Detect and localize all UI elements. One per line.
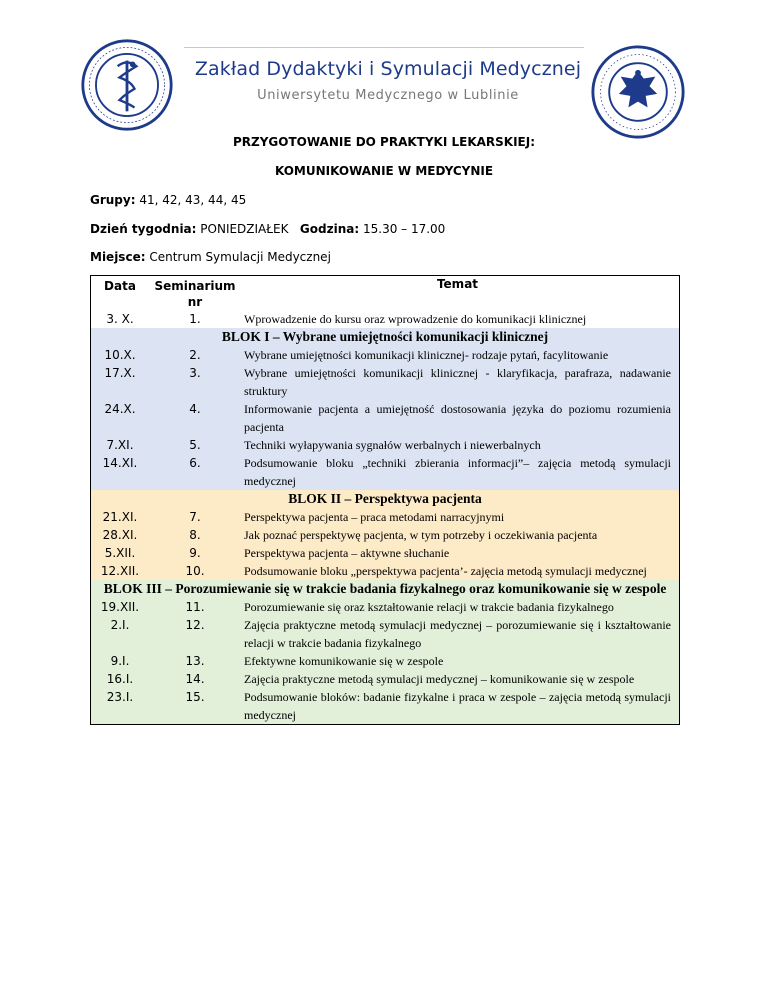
row-date: 24.X. [91,400,150,436]
groups-label: Grupy: [90,193,136,207]
groups-line [90,193,246,207]
row-nr: 7. [149,508,241,526]
row-nr: 10. [149,562,241,580]
row-topic: Podsumowanie bloków: badanie fizykalne i praca w zespole – zajęcia metodą symulacji medycznej [241,688,680,725]
col-topic-header: Temat [436,277,479,291]
row-nr: 13. [149,652,241,670]
table-row [91,310,680,328]
row-nr: 14. [149,670,241,688]
time-value: 15.30 – 17.00 [362,222,446,236]
place-line [90,250,331,264]
table-row [91,364,680,400]
row-nr: 12. [149,616,241,652]
col-nr-header: Seminarium nr [154,279,236,309]
row-date: 28.XI. [91,526,150,544]
row-date: 5.XII. [91,544,150,562]
place-value: Centrum Symulacji Medycznej [149,250,331,264]
row-topic: Zajęcia praktyczne metodą symulacji medycznej – komunikowanie się w zespole [241,670,680,688]
schedule-line [90,222,445,236]
day-label: Dzień tygodnia: [90,222,197,236]
row-topic: Wprowadzenie do kursu oraz wprowadzenie do komunikacji klinicznej [244,312,587,326]
university-name: Uniwersytetu Medycznego w Lublinie [257,88,519,103]
table-row [91,400,680,436]
schedule-table [90,275,680,725]
row-topic: Efektywne komunikowanie się w zespole [241,652,680,670]
row-nr: 2. [149,346,241,364]
block1-title: BLOK I – Wybrane umiejętności komunikacji klinicznej [91,328,680,346]
row-date: 14.XI. [91,454,150,490]
row-nr: 3. [149,364,241,400]
row-nr: 4. [149,400,241,436]
place-label: Miejsce: [90,250,146,264]
row-topic: Techniki wyłapywania sygnałów werbalnych i niewerbalnych [241,436,680,454]
row-nr: 5. [149,436,241,454]
table-row [91,454,680,490]
row-date: 3. X. [106,312,134,326]
row-date: 10.X. [91,346,150,364]
row-topic: Jak poznać perspektywę pacjenta, w tym potrzeby i oczekiwania pacjenta [241,526,680,544]
row-date: 19.XII. [91,598,150,616]
table-row [91,544,680,562]
table-row [91,346,680,364]
col-date-header: Data [104,279,136,293]
row-topic: Wybrane umiejętności komunikacji klinicznej- rodzaje pytań, facylitowanie [241,346,680,364]
course-title: PRZYGOTOWANIE DO PRAKTYKI LEKARSKIEJ: [232,135,536,149]
table-row [91,562,680,580]
block-header-row [91,490,680,508]
block-header-row [91,328,680,346]
row-nr: 9. [149,544,241,562]
dept-seal-icon [80,38,174,132]
row-topic: Porozumiewanie się oraz kształtowanie relacji w trakcie badania fizykalnego [241,598,680,616]
row-date: 16.I. [91,670,150,688]
row-topic: Perspektywa pacjenta – praca metodami narracyjnymi [241,508,680,526]
row-topic: Wybrane umiejętności komunikacji klinicznej - klaryfikacja, parafraza, nadawanie struktury [241,364,680,400]
block-header-row [91,580,680,598]
table-header-row [91,276,680,311]
day-value: PONIEDZIAŁEK [200,222,289,236]
table-row [91,508,680,526]
row-date: 2.I. [91,616,150,652]
row-nr: 8. [149,526,241,544]
table-row [91,436,680,454]
university-seal-icon [590,44,686,140]
row-date: 9.I. [91,652,150,670]
course-subtitle: KOMUNIKOWANIE W MEDYCYNIE [274,164,494,178]
table-row [91,616,680,652]
table-row [91,598,680,616]
block2-title: BLOK II – Perspektywa pacjenta [91,490,680,508]
row-date: 17.X. [91,364,150,400]
row-nr: 6. [149,454,241,490]
block3-title: BLOK III – Porozumiewanie się w trakcie badania fizykalnego oraz komunikowanie się w zespole [91,580,680,598]
row-topic: Informowanie pacjenta a umiejętność dostosowania języka do poziomu rozumienia pacjenta [241,400,680,436]
row-date: 7.XI. [91,436,150,454]
row-nr: 15. [149,688,241,725]
header-divider [184,47,584,48]
row-topic: Perspektywa pacjenta – aktywne słuchanie [241,544,680,562]
table-row [91,688,680,725]
row-date: 12.XII. [91,562,150,580]
row-topic: Zajęcia praktyczne metodą symulacji medycznej – porozumiewanie się i kształtowanie relacji w trakcie badania fizykalnego [241,616,680,652]
row-topic: Podsumowanie bloku „techniki zbierania informacji”– zajęcia metodą symulacji medycznej [241,454,680,490]
table-row [91,652,680,670]
time-label: Godzina: [299,222,360,236]
row-date: 21.XI. [91,508,150,526]
row-date: 23.I. [91,688,150,725]
row-nr: 11. [149,598,241,616]
row-nr: 1. [189,312,201,326]
table-row [91,526,680,544]
row-topic: Podsumowanie bloku „perspektywa pacjenta’- zajęcia metodą symulacji medycznej [241,562,680,580]
groups-value: 41, 42, 43, 44, 45 [139,193,247,207]
institution-name: Zakład Dydaktyki i Symulacji Medycznej [194,58,582,80]
table-row [91,670,680,688]
